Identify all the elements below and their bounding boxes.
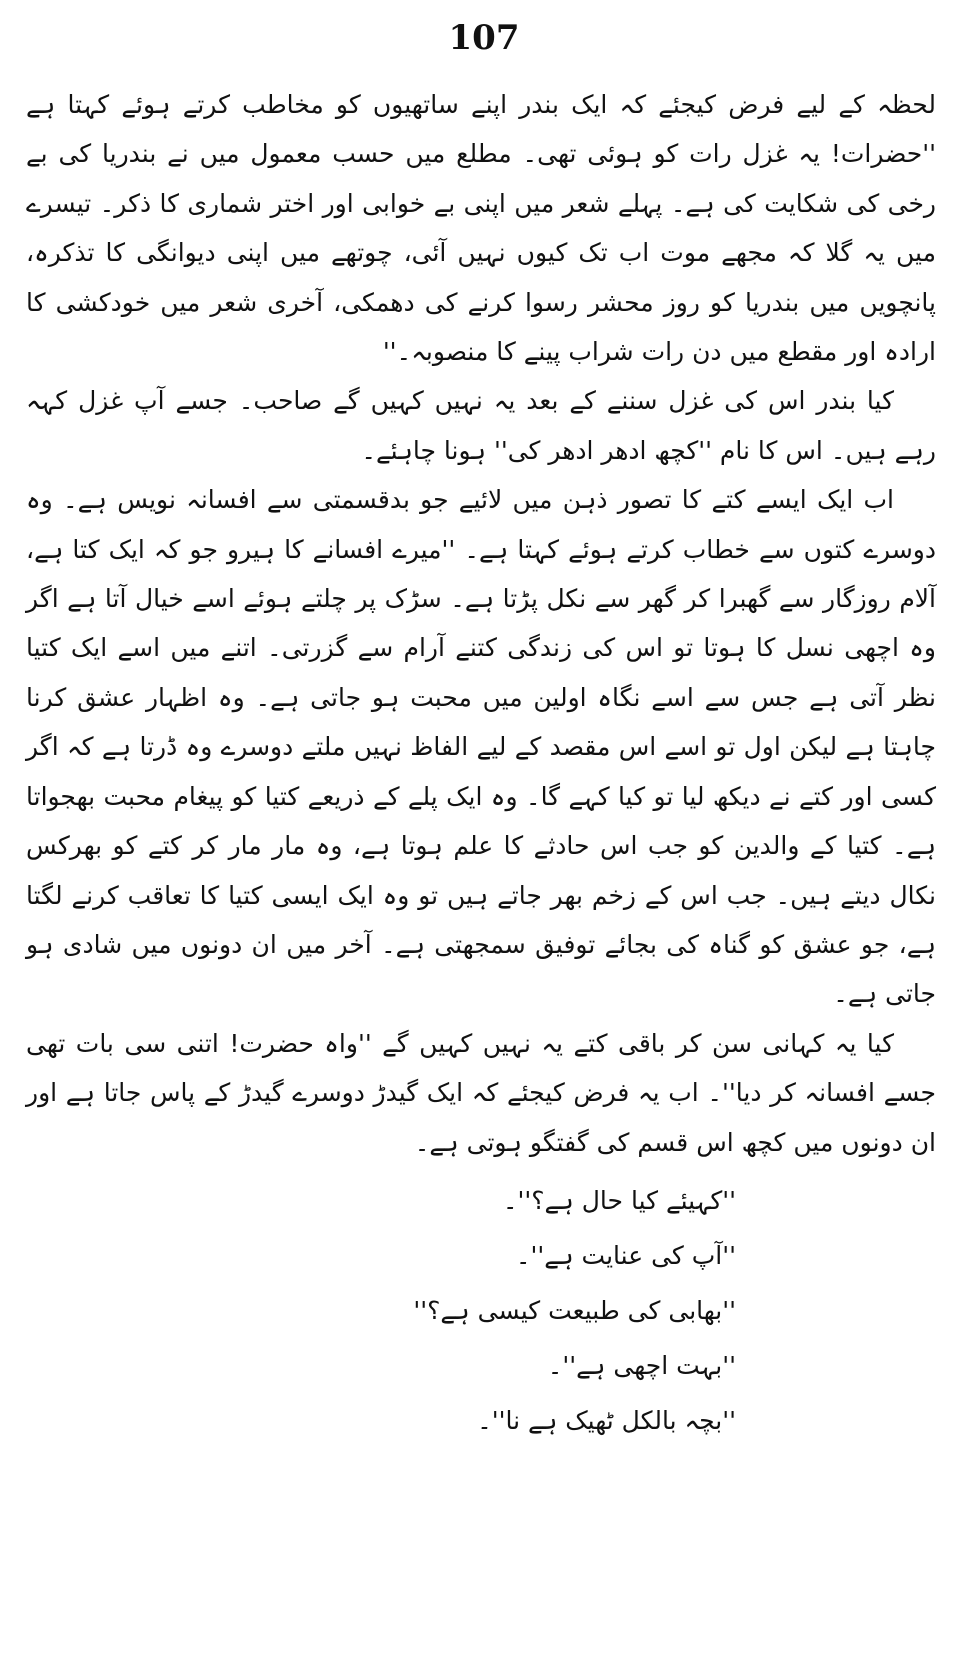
dialogue-line: ''بھابی کی طبیعت کیسی ہے؟'' [413, 1295, 736, 1325]
page-body [26, 80, 936, 1448]
page-number: 107 [448, 18, 520, 58]
paragraph: کیا یہ کہانی سن کر باقی کتے یہ نہیں کہیں گے ''واہ حضرت! اتنی سی بات تھی جسے افسانہ کر دیا''۔ اب یہ فرض کیجئے کہ ایک گیدڑ دوسرے گیدڑ کے پاس جاتا ہے اور ان دونوں میں کچھ اس قسم کی گفتگو ہوتی ہے۔ [26, 1028, 936, 1157]
dialogue-line: ''بہت اچھی ہے''۔ [547, 1350, 736, 1380]
dialogue-block [26, 1173, 936, 1448]
paragraph: کیا بندر اس کی غزل سننے کے بعد یہ نہیں کہیں گے صاحب۔ جسے آپ غزل کہہ رہے ہیں۔ اس کا نام ''کچھ ادھر ادھر کی'' ہونا چاہئے۔ [26, 386, 936, 465]
dialogue-line: ''کہیئے کیا حال ہے؟''۔ [502, 1185, 736, 1215]
paragraph: لحظہ کے لیے فرض کیجئے کہ ایک بندر اپنے ساتھیوں کو مخاطب کرتے ہوئے کہتا ہے ''حضرات! یہ غزل رات کو ہوئی تھی۔ مطلع میں حسب معمول میں نے بندریا کی بے رخی کی شکایت کی ہے۔ پہلے شعر میں اپنی بے خوابی اور اختر شماری کا ذکر۔ تیسرے میں یہ گلا کہ مجھے موت اب تک کیوں نہیں آئی، چوتھے میں اپنی دیوانگی کا تذکرہ، پانچویں میں بندریا کو روز محشر رسوا کرنے کی دھمکی، آخری شعر میں خودکشی کا ارادہ اور مقطع میں دن رات شراب پینے کا منصوبہ۔'' [26, 90, 936, 367]
dialogue-line: ''بچہ بالکل ٹھیک ہے نا''۔ [477, 1405, 736, 1435]
dialogue-line: ''آپ کی عنایت ہے''۔ [515, 1240, 736, 1270]
paragraph: اب ایک ایسے کتے کا تصور ذہن میں لائیے جو بدقسمتی سے افسانہ نویس ہے۔ وہ دوسرے کتوں سے خطاب کرتے ہوئے کہتا ہے۔ ''میرے افسانے کا ہیرو جو کہ ایک کتا ہے، آلام روزگار سے گھبرا کر گھر سے نکل پڑتا ہے۔ سڑک پر چلتے ہوئے اسے خیال آتا ہے اگر وہ اچھی نسل کا ہوتا تو اس کی زندگی کتنے آرام سے گزرتی۔ اتنے میں اسے ایک کتیا نظر آتی ہے جس سے اسے نگاہ اولین میں محبت ہو جاتی ہے۔ وہ اظہار عشق کرنا چاہتا ہے لیکن اول تو اسے اس مقصد کے لیے الفاظ نہیں ملتے دوسرے وہ ڈرتا ہے کہ اگر کسی اور کتے نے دیکھ لیا تو کیا کہے گا۔ وہ ایک پلے کے ذریعے کتیا کو پیغام محبت بھجواتا ہے۔ کتیا کے والدین کو جب اس حادثے کا علم ہوتا ہے، وہ مار مار کر کتے کو بھرکس نکال دیتے ہیں۔ جب اس کے زخم بھر جاتے ہیں تو وہ ایک ایسی کتیا کا تعاقب کرنے لگتا ہے، جو عشق کو گناہ کی بجائے توفیق سمجھتی ہے۔ آخر میں ان دونوں میں شادی ہو جاتی ہے۔ [26, 485, 936, 1009]
